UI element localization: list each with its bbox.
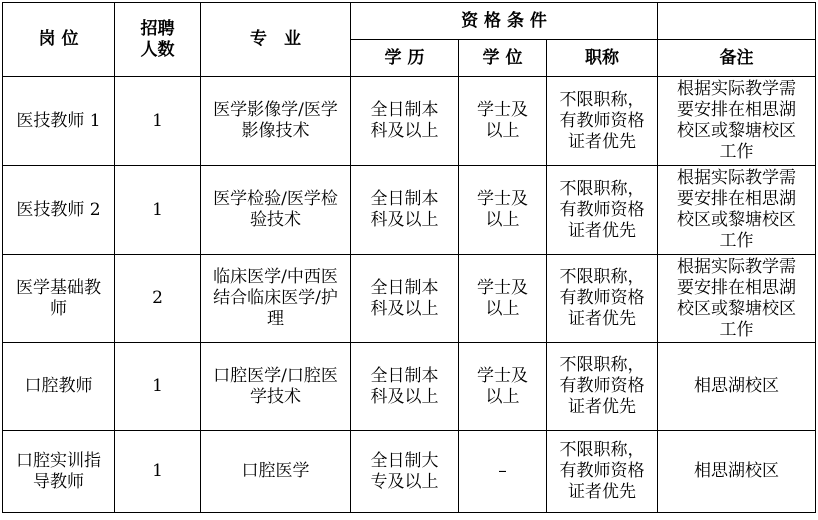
table-row: [3, 166, 816, 255]
cell-degree: –: [459, 431, 547, 513]
cell-education: 全日制本科及以上: [351, 77, 459, 166]
cell-degree: 学士及以上: [459, 343, 547, 431]
recruitment-table: [2, 2, 816, 513]
header-row: [3, 3, 816, 40]
cell-count: 1: [115, 343, 201, 431]
table-row: [3, 431, 816, 513]
cell-post: 医学基础教师: [3, 255, 115, 343]
cell-post: 医技教师 2: [3, 166, 115, 255]
cell-post: 口腔教师: [3, 343, 115, 431]
header-qualifications: 资 格 条 件: [351, 3, 658, 40]
cell-degree: 学士及以上: [459, 166, 547, 255]
cell-post: 口腔实训指导教师: [3, 431, 115, 513]
table-row: [3, 343, 816, 431]
table-row: [3, 255, 816, 343]
cell-title: 不限职称，有教师资格证者优先: [547, 166, 658, 255]
cell-degree: 学士及以上: [459, 255, 547, 343]
header-count: 招聘人数: [115, 3, 201, 77]
header-remarks-spacer: [658, 3, 816, 40]
cell-count: 1: [115, 77, 201, 166]
cell-education: 全日制本科及以上: [351, 255, 459, 343]
cell-title: 不限职称，有教师资格证者优先: [547, 431, 658, 513]
cell-major: 医学影像学/医学影像技术: [201, 77, 351, 166]
header-education: 学 历: [351, 40, 459, 77]
cell-post: 医技教师 1: [3, 77, 115, 166]
header-major: 专 业: [201, 3, 351, 77]
cell-major: 临床医学/中西医结合临床医学/护理: [201, 255, 351, 343]
header-degree: 学 位: [459, 40, 547, 77]
cell-degree: 学士及以上: [459, 77, 547, 166]
cell-education: 全日制本科及以上: [351, 343, 459, 431]
cell-remarks: 根据实际教学需要安排在相思湖校区或黎塘校区工作: [658, 255, 816, 343]
header-title: 职称: [547, 40, 658, 77]
cell-remarks: 相思湖校区: [658, 431, 816, 513]
cell-major: 口腔医学: [201, 431, 351, 513]
cell-remarks: 根据实际教学需要安排在相思湖校区或黎塘校区工作: [658, 77, 816, 166]
cell-remarks: 相思湖校区: [658, 343, 816, 431]
cell-major: 口腔医学/口腔医学技术: [201, 343, 351, 431]
cell-title: 不限职称，有教师资格证者优先: [547, 255, 658, 343]
cell-count: 1: [115, 166, 201, 255]
header-remarks: 备注: [658, 40, 816, 77]
cell-education: 全日制本科及以上: [351, 166, 459, 255]
cell-major: 医学检验/医学检验技术: [201, 166, 351, 255]
header-post: 岗 位: [3, 3, 115, 77]
cell-education: 全日制大专及以上: [351, 431, 459, 513]
cell-title: 不限职称，有教师资格证者优先: [547, 77, 658, 166]
cell-title: 不限职称，有教师资格证者优先: [547, 343, 658, 431]
table-row: [3, 77, 816, 166]
cell-remarks: 根据实际教学需要安排在相思湖校区或黎塘校区工作: [658, 166, 816, 255]
cell-count: 1: [115, 431, 201, 513]
cell-count: 2: [115, 255, 201, 343]
